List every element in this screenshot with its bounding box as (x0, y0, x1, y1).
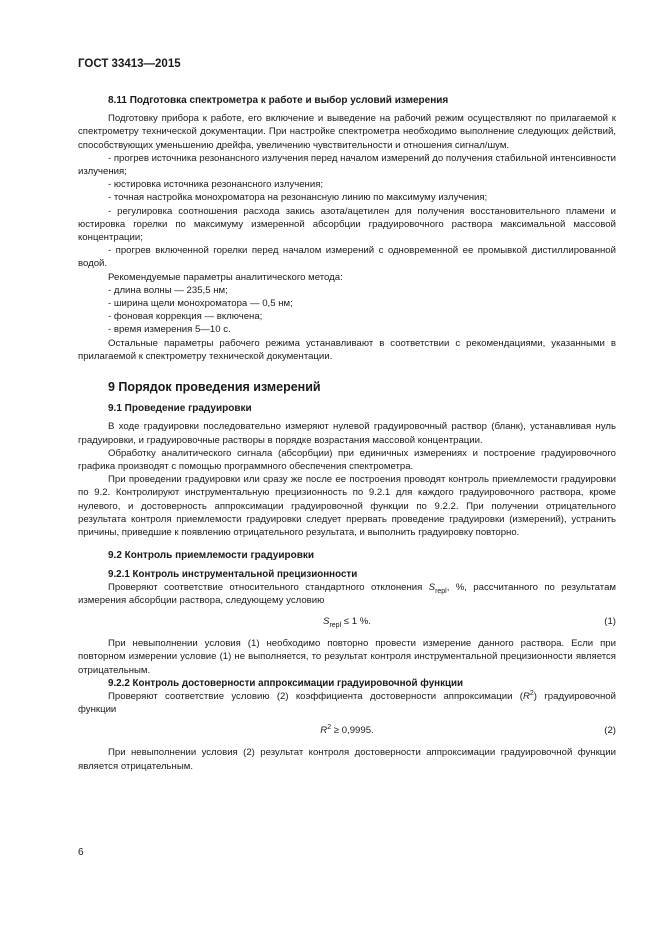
formula-1-relation: ≤ 1 %. (341, 616, 371, 628)
section-9-2-2-title: 9.2.2 Контроль достоверности аппроксимации градуировочной функции (108, 677, 464, 689)
formula-2-symbol: R (320, 725, 328, 737)
section-9-2-1-title: 9.2.1 Контроль инструментальной прецизионности (108, 568, 358, 580)
page-number: 6 (78, 847, 84, 858)
section-9-2-2-para-1: Проверяют соответствие условию (2) коэффициента достоверности аппроксимации $(R^2)$ градуировочной функции (78, 689, 616, 716)
formula-1: $S_{repl} \le 1$ %. (1) (323, 616, 616, 630)
list-item: - прогрев источника резонансного излучения перед началом измерений до получения стабильной интенсивности излучения; (78, 152, 616, 178)
param-item: - время измерения 5—10 с. (108, 324, 231, 336)
section-9-1-title: 9.1 Проведение градуировки (108, 403, 252, 415)
section-9-1-para-1: В ходе градуировки последовательно измеряют нулевой градуировочный раствор (бланк), устанавливая нуль градуировки, и градуировочные растворы в порядке возрастания массовой концентрации. (78, 421, 616, 446)
document-header: ГОСТ 33413—2015 (78, 58, 181, 70)
formula-2: $R^2 \ge 0,9995$. (2) (320, 724, 616, 737)
section-8-11-para-1: Подготовку прибора к работе, его включение и выведение на рабочий режим осуществляют по прилагаемой к спектрометру технической документации. При настройке спектрометра необходимо выполнение следующих действий, способствующих уменьшению дрейфа, увеличению чувствительности и отношения сигнал/шум. (78, 113, 616, 151)
section-9-2-title: 9.2 Контроль приемлемости градуировки (108, 550, 315, 562)
formula-1-symbol: S (323, 616, 330, 628)
formula-2-number: (2) (604, 725, 616, 737)
section-8-11-title: 8.11 Подготовка спектрометра к работе и выбор условий измерения (108, 95, 449, 106)
section-9-title: 9 Порядок проведения измерений (108, 380, 321, 395)
param-item: - длина волны — 235,5 нм; (108, 284, 228, 296)
list-item: - регулировка соотношения расхода закись азота/ацетилен для получения восстановительного пламени и юстировка горелки по максимуму измеренной абсорбции градуировочного раствора максимальной массовой концентрации; (78, 205, 616, 244)
section-9-2-2-para-2: При невыполнении условия (2) результат контроля достоверности аппроксимации градуировочной функции является отрицательным. (78, 747, 616, 772)
params-intro: Рекомендуемые параметры аналитического метода: (108, 271, 343, 283)
list-item: - прогрев включенной горелки перед началом измерений с одновременной ее промывкой дистиллированной водой. (78, 245, 616, 270)
section-9-2-1-para-2: При невыполнении условия (1) необходимо повторно провести измерение данного раствора. Если при повторном измерении условие (1) не выполняется, то результат контроля инструментальной прецизионности является отрицательным. (78, 638, 616, 676)
section-9-1-para-3: При проведении градуировки или сразу же после ее построения проводят контроль приемлемости градуировки по 9.2. Контролируют инструментальную прецизионность по 9.2.1 для каждого градуировочного раствора, кроме нулевого, и достоверность аппроксимации градуировочной функции по 9.2.2. При получении отрицательного результата контроля приемлемости градуировки следует прервать проведение градуировки (измерений), устранить причины, приведшие к появлению отрицательного результата, и выполнить градуировку повторно. (78, 474, 616, 539)
param-item: - ширина щели монохроматора — 0,5 нм; (108, 298, 293, 310)
list-item: - точная настройка монохроматора на резонансную линию по максимуму излучения; (108, 192, 488, 204)
page-body (78, 94, 616, 773)
param-item: - фоновая коррекция — включена; (108, 311, 263, 323)
section-9-1-para-2: Обработку аналитического сигнала (абсорбции) при единичных измерениях и построение градуировочного графика производят с помощью программного обеспечения спектрометра. (78, 447, 616, 473)
section-8-11-para-2: Остальные параметры рабочего режима устанавливают в соответствии с рекомендациями, указанными в прилагаемой к спектрометру технической документации. (78, 337, 616, 362)
list-item: - юстировка источника резонансного излучения; (108, 179, 324, 191)
formula-1-number: (1) (604, 616, 616, 628)
section-9-2-1-para-1: Проверяют соответствие относительного стандартного отклонения $S_{repl}$, %, рассчитанного по результатам измерения абсорбции раствора, следующему условию (78, 581, 616, 606)
formula-2-relation: ≥ 0,9995. (331, 725, 374, 737)
